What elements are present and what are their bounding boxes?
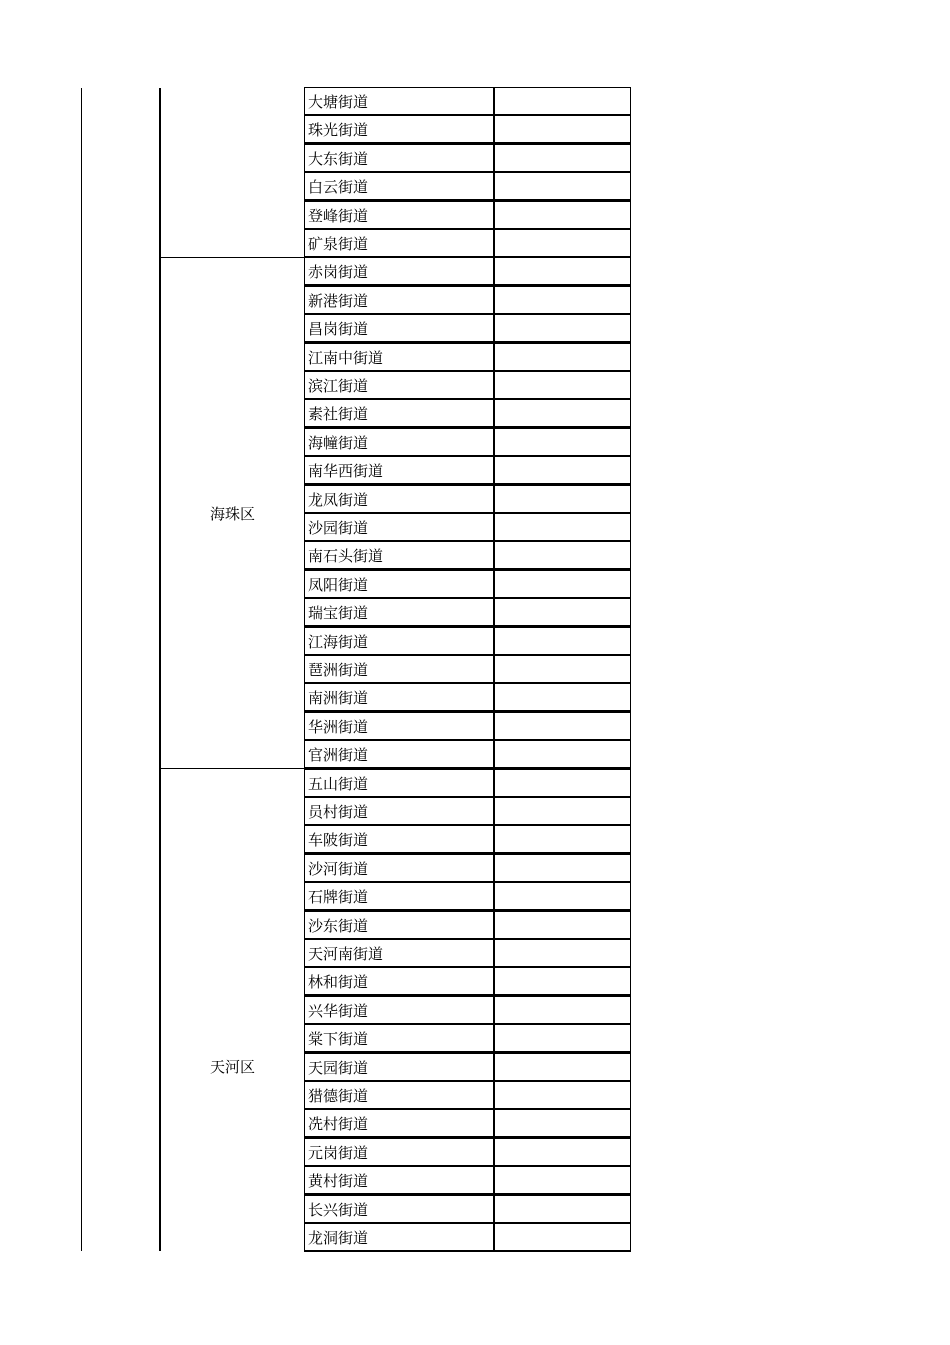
table-row [304,257,631,285]
value-cell[interactable] [494,1138,631,1167]
value-cell[interactable] [494,1053,631,1082]
value-cell[interactable] [494,911,631,940]
value-cell[interactable] [494,712,631,741]
street-name-cell[interactable]: 龙洞街道 [304,1223,495,1252]
street-name-cell[interactable]: 白云街道 [304,172,495,201]
street-name-cell[interactable]: 矿泉街道 [304,229,495,258]
value-cell[interactable] [494,371,631,400]
table-row [304,570,631,598]
table-row [304,1195,631,1223]
street-name-cell[interactable]: 海幢街道 [304,428,495,457]
street-name-cell[interactable]: 昌岗街道 [304,314,495,343]
street-name-cell[interactable]: 赤岗街道 [304,257,495,286]
outer-left-border [81,88,82,1251]
table-row [304,399,631,427]
street-name-cell[interactable]: 南华西街道 [304,456,495,485]
value-cell[interactable] [494,882,631,911]
street-name-cell[interactable]: 长兴街道 [304,1195,495,1224]
street-name-cell[interactable]: 元岗街道 [304,1138,495,1167]
table-row [304,1081,631,1109]
table-row [304,1138,631,1166]
table-row [304,996,631,1024]
street-name-cell[interactable]: 滨江街道 [304,371,495,400]
value-cell[interactable] [494,513,631,542]
value-cell[interactable] [494,172,631,201]
table-row [304,797,631,825]
table-row [304,882,631,910]
value-cell[interactable] [494,485,631,514]
table-row [304,172,631,200]
street-name-cell[interactable]: 凤阳街道 [304,570,495,599]
value-cell[interactable] [494,144,631,173]
street-name-cell[interactable]: 沙河街道 [304,854,495,883]
value-cell[interactable] [494,570,631,599]
street-name-cell[interactable]: 江南中街道 [304,343,495,372]
street-name-cell[interactable]: 棠下街道 [304,1024,495,1053]
value-cell[interactable] [494,627,631,656]
table-row [304,967,631,995]
street-name-cell[interactable]: 黄村街道 [304,1166,495,1195]
table-row [304,485,631,513]
value-cell[interactable] [494,201,631,230]
district-separator [161,768,304,769]
table-row [304,456,631,484]
street-name-cell[interactable]: 珠光街道 [304,115,495,144]
table-row [304,428,631,456]
value-cell[interactable] [494,740,631,769]
value-cell[interactable] [494,1024,631,1053]
district-label-tianhe: 天河区 [209,1058,255,1076]
value-cell[interactable] [494,428,631,457]
value-cell[interactable] [494,1166,631,1195]
street-name-cell[interactable]: 石牌街道 [304,882,495,911]
table-row [304,627,631,655]
value-cell[interactable] [494,1081,631,1110]
value-cell[interactable] [494,115,631,144]
street-name-cell[interactable]: 琶洲街道 [304,655,495,684]
street-name-cell[interactable]: 兴华街道 [304,996,495,1025]
street-name-cell[interactable]: 猎德街道 [304,1081,495,1110]
value-cell[interactable] [494,399,631,428]
table-row [304,825,631,853]
street-name-cell[interactable]: 五山街道 [304,769,495,798]
value-cell[interactable] [494,825,631,854]
value-cell[interactable] [494,229,631,258]
value-cell[interactable] [494,939,631,968]
street-name-cell[interactable]: 车陂街道 [304,825,495,854]
table-row [304,911,631,939]
table-row [304,655,631,683]
street-name-cell[interactable]: 员村街道 [304,797,495,826]
street-name-cell[interactable]: 登峰街道 [304,201,495,230]
value-cell[interactable] [494,967,631,996]
value-cell[interactable] [494,854,631,883]
table-row [304,939,631,967]
table-row [304,229,631,257]
table-row [304,1109,631,1137]
street-name-cell[interactable]: 沙园街道 [304,513,495,542]
value-cell[interactable] [494,541,631,570]
table-row [304,286,631,314]
value-cell[interactable] [494,797,631,826]
table-row [304,513,631,541]
table-row [304,1024,631,1052]
table-row [304,854,631,882]
table-row [304,201,631,229]
district-label-haizhu: 海珠区 [209,505,255,523]
value-cell[interactable] [494,598,631,627]
street-name-cell[interactable]: 新港街道 [304,286,495,315]
street-name-cell[interactable]: 南洲街道 [304,683,495,712]
value-cell[interactable] [494,683,631,712]
street-name-cell[interactable]: 华洲街道 [304,712,495,741]
street-name-cell[interactable]: 瑞宝街道 [304,598,495,627]
street-name-cell[interactable]: 南石头街道 [304,541,495,570]
street-name-cell[interactable]: 冼村街道 [304,1109,495,1138]
table-row [304,343,631,371]
table-row [304,1053,631,1081]
value-cell[interactable] [494,456,631,485]
value-cell[interactable] [494,314,631,343]
table-row [304,683,631,711]
table-row [304,314,631,342]
value-cell[interactable] [494,769,631,798]
value-cell[interactable] [494,655,631,684]
table-row [304,371,631,399]
value-cell[interactable] [494,87,631,116]
value-cell[interactable] [494,996,631,1025]
value-cell[interactable] [494,1109,631,1138]
street-name-cell[interactable]: 天河南街道 [304,939,495,968]
district-separator [161,257,304,258]
table-row [304,1223,631,1251]
street-name-cell[interactable]: 江海街道 [304,627,495,656]
table-row [304,144,631,172]
street-name-cell[interactable]: 大东街道 [304,144,495,173]
value-cell[interactable] [494,286,631,315]
table-row [304,598,631,626]
table-row [304,115,631,143]
street-name-cell[interactable]: 沙东街道 [304,911,495,940]
street-name-cell[interactable]: 林和街道 [304,967,495,996]
value-cell[interactable] [494,343,631,372]
table-row [304,712,631,740]
table-row [304,769,631,797]
value-cell[interactable] [494,1195,631,1224]
street-name-cell[interactable]: 素社街道 [304,399,495,428]
table-row [304,541,631,569]
table-row [304,87,631,115]
street-name-cell[interactable]: 天园街道 [304,1053,495,1082]
value-cell[interactable] [494,257,631,286]
table-row [304,1166,631,1194]
table-row [304,740,631,768]
value-cell[interactable] [494,1223,631,1252]
street-name-cell[interactable]: 龙凤街道 [304,485,495,514]
street-name-cell[interactable]: 官洲街道 [304,740,495,769]
street-name-cell[interactable]: 大塘街道 [304,87,495,116]
